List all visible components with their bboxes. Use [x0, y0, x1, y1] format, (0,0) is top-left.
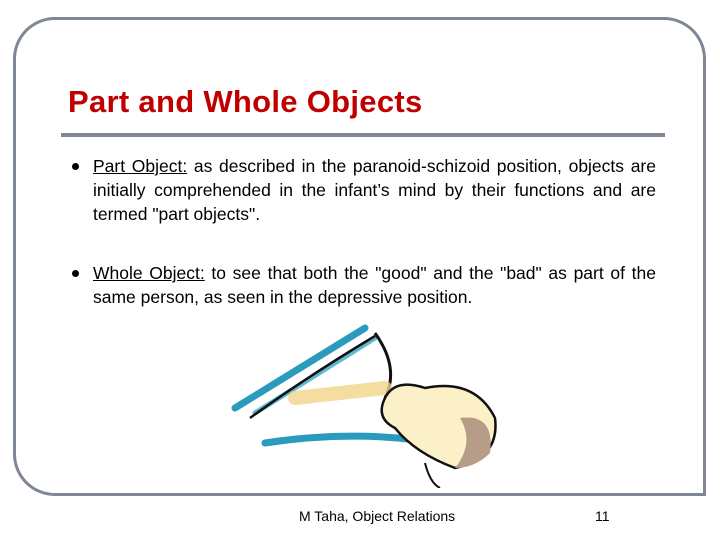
bullet-part-object — [68, 154, 656, 226]
bullet-whole-object — [68, 261, 656, 309]
bullet-term: Whole Object: — [93, 263, 205, 283]
infant-feeding-illustration — [225, 318, 505, 488]
title-divider — [61, 133, 665, 137]
bullet-icon — [72, 163, 79, 170]
bullet-text: as described in the paranoid-schizoid position, objects are initially comprehended in the infant’s mind by their functions and are termed "part objects". — [93, 156, 656, 224]
bullet-text: to see that both the "good" and the "bad" as part of the same person, as seen in the depressive position. — [93, 263, 657, 307]
footer-caption: M Taha, Object Relations — [299, 508, 456, 524]
page-number: 11 — [595, 508, 610, 524]
bullet-icon — [72, 270, 79, 277]
bullet-list — [68, 154, 656, 344]
slide-title: Part and Whole Objects — [68, 84, 423, 119]
bullet-term: Part Object: — [93, 156, 188, 176]
